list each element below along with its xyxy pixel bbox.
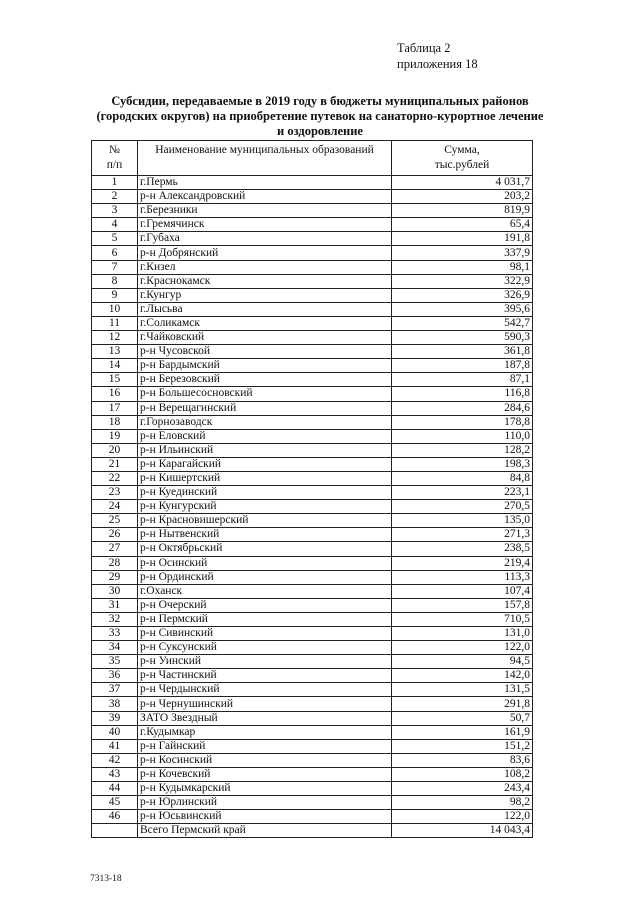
table-row (92, 401, 533, 415)
row-name: ЗАТО Звездный (138, 711, 392, 725)
row-number: 24 (92, 500, 138, 514)
row-name: г.Лысьва (138, 302, 392, 316)
table-row (92, 697, 533, 711)
table-row (92, 443, 533, 457)
row-name: р-н Куединский (138, 486, 392, 500)
header-name: Наименование муниципальных образований (138, 141, 392, 176)
row-number: 23 (92, 486, 138, 500)
row-number: 6 (92, 246, 138, 260)
table-number: Таблица 2 (397, 41, 451, 55)
row-number: 10 (92, 302, 138, 316)
row-name: р-н Ординский (138, 570, 392, 584)
table-row (92, 260, 533, 274)
row-number: 17 (92, 401, 138, 415)
row-name: р-н Юсьвинский (138, 810, 392, 824)
row-sum: 223,1 (392, 486, 533, 500)
row-number: 29 (92, 570, 138, 584)
row-name: р-н Октябрьский (138, 542, 392, 556)
row-number: 11 (92, 316, 138, 330)
row-sum: 83,6 (392, 753, 533, 767)
row-number: 35 (92, 655, 138, 669)
row-number: 12 (92, 331, 138, 345)
row-name: р-н Березовский (138, 373, 392, 387)
row-sum: 98,2 (392, 796, 533, 810)
row-sum: 110,0 (392, 429, 533, 443)
row-sum: 94,5 (392, 655, 533, 669)
row-name: р-н Чернушинский (138, 697, 392, 711)
row-number: 13 (92, 345, 138, 359)
row-name: р-н Косинский (138, 753, 392, 767)
row-sum: 291,8 (392, 697, 533, 711)
row-sum: 131,0 (392, 627, 533, 641)
table-row (92, 556, 533, 570)
row-number: 41 (92, 739, 138, 753)
table-row (92, 669, 533, 683)
row-sum: 142,0 (392, 669, 533, 683)
table-row (92, 528, 533, 542)
row-name: р-н Чердынский (138, 683, 392, 697)
row-number: 16 (92, 387, 138, 401)
table-row (92, 810, 533, 824)
row-number: 2 (92, 190, 138, 204)
row-number: 8 (92, 274, 138, 288)
table-row (92, 598, 533, 612)
row-name: г.Чайковский (138, 331, 392, 345)
row-number: 38 (92, 697, 138, 711)
row-sum: 98,1 (392, 260, 533, 274)
row-name: р-н Кочевский (138, 767, 392, 781)
table-row (92, 500, 533, 514)
row-sum: 238,5 (392, 542, 533, 556)
row-name: р-н Большесосновский (138, 387, 392, 401)
row-name: р-н Очерский (138, 598, 392, 612)
table-row (92, 655, 533, 669)
total-row (92, 824, 533, 838)
table-row (92, 457, 533, 471)
row-number: 21 (92, 457, 138, 471)
table-body (92, 176, 533, 838)
row-number: 42 (92, 753, 138, 767)
row-name: г.Березники (138, 204, 392, 218)
table-row (92, 753, 533, 767)
row-sum: 122,0 (392, 641, 533, 655)
row-name: р-н Александровский (138, 190, 392, 204)
total-number-cell (92, 824, 138, 838)
table-row (92, 373, 533, 387)
row-number: 34 (92, 641, 138, 655)
row-number: 36 (92, 669, 138, 683)
row-number: 33 (92, 627, 138, 641)
row-name: р-н Частинский (138, 669, 392, 683)
row-number: 14 (92, 359, 138, 373)
table-row (92, 429, 533, 443)
table-row (92, 767, 533, 781)
table-header-row (92, 141, 533, 176)
row-name: р-н Добрянский (138, 246, 392, 260)
row-number: 26 (92, 528, 138, 542)
row-number: 40 (92, 725, 138, 739)
row-number: 9 (92, 288, 138, 302)
row-sum: 219,4 (392, 556, 533, 570)
row-number: 31 (92, 598, 138, 612)
row-name: г.Оханск (138, 584, 392, 598)
row-number: 43 (92, 767, 138, 781)
table-row (92, 331, 533, 345)
row-name: р-н Кудымкарский (138, 782, 392, 796)
table-row (92, 218, 533, 232)
title-line-2: (городских округов) на приобретение путевок на санаторно-курортное лечение (96, 109, 544, 123)
row-name: г.Пермь (138, 176, 392, 190)
row-number: 32 (92, 612, 138, 626)
row-number: 3 (92, 204, 138, 218)
row-number: 30 (92, 584, 138, 598)
row-sum: 710,5 (392, 612, 533, 626)
row-number: 7 (92, 260, 138, 274)
row-sum: 271,3 (392, 528, 533, 542)
table-row (92, 204, 533, 218)
row-number: 25 (92, 514, 138, 528)
row-name: г.Кизел (138, 260, 392, 274)
header-sum: Сумма, тыс.рублей (392, 141, 533, 176)
table-row (92, 288, 533, 302)
table-row (92, 570, 533, 584)
row-name: р-н Красновишерский (138, 514, 392, 528)
table-row (92, 796, 533, 810)
row-name: р-н Осинский (138, 556, 392, 570)
row-number: 27 (92, 542, 138, 556)
row-number: 19 (92, 429, 138, 443)
row-sum: 113,3 (392, 570, 533, 584)
row-name: р-н Гайнский (138, 739, 392, 753)
row-sum: 590,3 (392, 331, 533, 345)
table-row (92, 190, 533, 204)
row-sum: 128,2 (392, 443, 533, 457)
table-row (92, 683, 533, 697)
table-row (92, 316, 533, 330)
row-sum: 819,9 (392, 204, 533, 218)
row-name: г.Губаха (138, 232, 392, 246)
row-name: г.Краснокамск (138, 274, 392, 288)
row-number: 5 (92, 232, 138, 246)
row-sum: 84,8 (392, 471, 533, 485)
row-sum: 337,9 (392, 246, 533, 260)
row-name: р-н Уинский (138, 655, 392, 669)
row-sum: 65,4 (392, 218, 533, 232)
row-name: р-н Пермский (138, 612, 392, 626)
subsidies-table (91, 140, 533, 838)
row-sum: 108,2 (392, 767, 533, 781)
row-name: г.Кудымкар (138, 725, 392, 739)
row-sum: 395,6 (392, 302, 533, 316)
row-sum: 326,9 (392, 288, 533, 302)
header-number: № п/п (92, 141, 138, 176)
total-sum: 14 043,4 (392, 824, 533, 838)
row-sum: 284,6 (392, 401, 533, 415)
row-name: р-н Кунгурский (138, 500, 392, 514)
title-line-1: Субсидии, передаваемые в 2019 году в бюджеты муниципальных районов (111, 94, 529, 108)
table-row (92, 627, 533, 641)
row-number: 44 (92, 782, 138, 796)
row-name: р-н Ильинский (138, 443, 392, 457)
table-row (92, 514, 533, 528)
row-sum: 151,2 (392, 739, 533, 753)
row-sum: 243,4 (392, 782, 533, 796)
table-row (92, 711, 533, 725)
row-sum: 191,8 (392, 232, 533, 246)
table-row (92, 542, 533, 556)
table-row (92, 302, 533, 316)
row-number: 39 (92, 711, 138, 725)
row-sum: 107,4 (392, 584, 533, 598)
row-sum: 187,8 (392, 359, 533, 373)
row-number: 28 (92, 556, 138, 570)
row-sum: 87,1 (392, 373, 533, 387)
row-name: р-н Сивинский (138, 627, 392, 641)
table-row (92, 359, 533, 373)
document-code: 7313-18 (90, 874, 122, 884)
row-sum: 50,7 (392, 711, 533, 725)
table-row (92, 274, 533, 288)
row-name: р-н Бардымский (138, 359, 392, 373)
row-name: р-н Еловский (138, 429, 392, 443)
row-name: р-н Юрлинский (138, 796, 392, 810)
row-number: 18 (92, 415, 138, 429)
row-sum: 361,8 (392, 345, 533, 359)
document-title (80, 94, 560, 139)
row-sum: 4 031,7 (392, 176, 533, 190)
row-sum: 161,9 (392, 725, 533, 739)
row-number: 45 (92, 796, 138, 810)
row-name: г.Гремячинск (138, 218, 392, 232)
row-sum: 131,5 (392, 683, 533, 697)
row-name: р-н Чусовской (138, 345, 392, 359)
table-row (92, 387, 533, 401)
row-number: 46 (92, 810, 138, 824)
row-sum: 116,8 (392, 387, 533, 401)
total-label: Всего Пермский край (138, 824, 392, 838)
table-row (92, 782, 533, 796)
row-sum: 122,0 (392, 810, 533, 824)
table-row (92, 486, 533, 500)
table-row (92, 176, 533, 190)
table-row (92, 345, 533, 359)
row-name: р-н Суксунский (138, 641, 392, 655)
table-row (92, 725, 533, 739)
row-name: г.Соликамск (138, 316, 392, 330)
appendix-reference (397, 40, 478, 72)
table-row (92, 471, 533, 485)
row-number: 4 (92, 218, 138, 232)
row-number: 37 (92, 683, 138, 697)
row-sum: 157,8 (392, 598, 533, 612)
table-row (92, 232, 533, 246)
row-number: 1 (92, 176, 138, 190)
row-sum: 322,9 (392, 274, 533, 288)
row-name: р-н Верещагинский (138, 401, 392, 415)
row-name: г.Кунгур (138, 288, 392, 302)
row-name: р-н Кишертский (138, 471, 392, 485)
row-sum: 198,3 (392, 457, 533, 471)
table-row (92, 612, 533, 626)
row-name: р-н Карагайский (138, 457, 392, 471)
table-row (92, 584, 533, 598)
row-name: г.Горнозаводск (138, 415, 392, 429)
row-sum: 542,7 (392, 316, 533, 330)
row-sum: 178,8 (392, 415, 533, 429)
row-name: р-н Нытвенский (138, 528, 392, 542)
table-row (92, 415, 533, 429)
table-row (92, 641, 533, 655)
row-sum: 203,2 (392, 190, 533, 204)
row-number: 20 (92, 443, 138, 457)
row-number: 15 (92, 373, 138, 387)
table-row (92, 739, 533, 753)
appendix-number: приложения 18 (397, 57, 478, 71)
row-sum: 135,0 (392, 514, 533, 528)
row-number: 22 (92, 471, 138, 485)
title-line-3: и оздоровление (277, 124, 363, 138)
row-sum: 270,5 (392, 500, 533, 514)
table-row (92, 246, 533, 260)
